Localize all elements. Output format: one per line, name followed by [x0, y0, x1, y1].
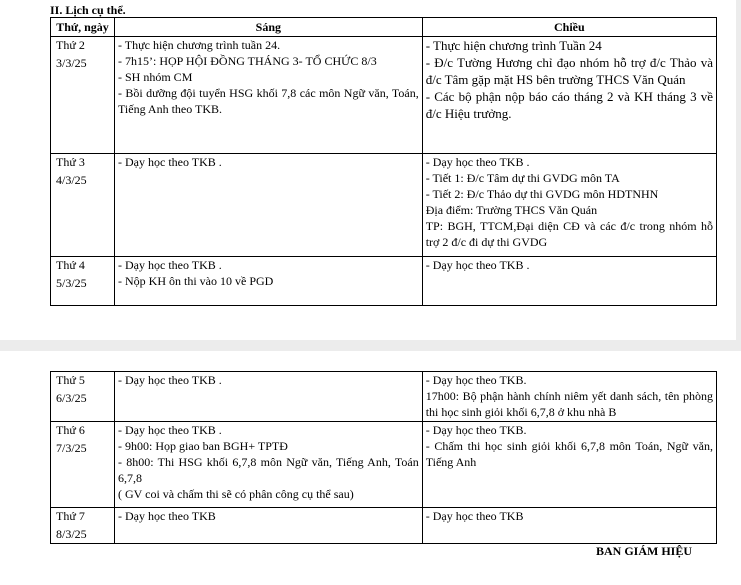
afternoon-item: TP: BGH, TTCM,Đại diện CĐ và các đ/c trong nhóm hỗ trợ 2 đ/c đi dự thi GVDG	[425, 219, 713, 249]
afternoon-cell	[422, 422, 716, 508]
header-afternoon: Chiều	[422, 18, 716, 37]
morning-item: - Nộp KH ôn thi vào 10 về PGD	[118, 274, 274, 288]
day-cell	[51, 508, 115, 544]
day-label: Thứ 3	[56, 155, 85, 169]
afternoon-cell	[422, 37, 716, 154]
day-cell	[51, 257, 115, 306]
page-break	[0, 340, 741, 351]
date-label: 3/3/25	[56, 56, 87, 70]
header-day: Thứ, ngày	[51, 18, 115, 37]
day-cell	[51, 154, 115, 257]
day-label: Thứ 6	[56, 423, 85, 437]
morning-cell	[115, 372, 423, 422]
table-row	[51, 37, 717, 154]
morning-item: ( GV coi và chấm thi sẽ có phân công cụ thể sau)	[118, 487, 354, 501]
schedule-table-part-1	[50, 17, 717, 306]
day-label: Thứ 7	[56, 509, 85, 523]
morning-item: - Thực hiện chương trình tuần 24.	[118, 38, 281, 52]
date-label: 8/3/25	[56, 527, 87, 541]
morning-item: - Dạy học theo TKB	[118, 509, 216, 523]
afternoon-item: 17h00: Bộ phận hành chính niêm yết danh sách, tên phòng thi học sinh giỏi khối 6,7,8 ở khu nhà B	[425, 389, 713, 419]
morning-item: - Dạy học theo TKB .	[118, 423, 222, 437]
table-row	[51, 508, 717, 544]
afternoon-cell	[422, 257, 716, 306]
morning-item: - Dạy học theo TKB .	[118, 373, 222, 387]
table-row	[51, 257, 717, 306]
schedule-table-part-2	[50, 371, 717, 544]
morning-cell	[115, 37, 423, 154]
afternoon-item: - Dạy học theo TKB .	[425, 155, 530, 169]
morning-cell	[115, 154, 423, 257]
afternoon-item: - Dạy học theo TKB.	[425, 373, 527, 387]
afternoon-item: Địa điểm: Trường THCS Văn Quán	[425, 203, 598, 217]
morning-item: - 7h15’: HỌP HỘI ĐỒNG THÁNG 3- TỔ CHỨC 8/3	[118, 54, 377, 68]
morning-item: - SH nhóm CM	[118, 70, 193, 84]
afternoon-cell	[422, 372, 716, 422]
table-row	[51, 154, 717, 257]
day-cell	[51, 422, 115, 508]
morning-item: - 8h00: Thi HSG khối 6,7,8 môn Ngữ văn, Tiếng Anh, Toán 6,7,8	[118, 455, 419, 485]
page-margin	[736, 0, 741, 340]
morning-item: - Bồi dưỡng đội tuyển HSG khối 7,8 các môn Ngữ văn, Toán, Tiếng Anh theo TKB.	[118, 86, 419, 116]
table-row	[51, 372, 717, 422]
morning-item: - 9h00: Họp giao ban BGH+ TPTĐ	[118, 439, 288, 453]
morning-cell	[115, 257, 423, 306]
morning-cell	[115, 508, 423, 544]
section-title: II. Lịch cụ thể.	[50, 3, 126, 17]
date-label: 5/3/25	[56, 276, 87, 290]
table-row	[51, 422, 717, 508]
day-cell	[51, 372, 115, 422]
afternoon-item: - Tiết 2: Đ/c Thảo dự thi GVDG môn HDTNHN	[425, 187, 659, 201]
day-label: Thứ 5	[56, 373, 85, 387]
afternoon-item: - Dạy học theo TKB .	[425, 258, 530, 272]
afternoon-cell	[422, 508, 716, 544]
morning-item: - Dạy học theo TKB .	[118, 155, 222, 169]
day-label: Thứ 2	[56, 38, 85, 52]
date-label: 4/3/25	[56, 173, 87, 187]
afternoon-item: - Đ/c Tường Hương chỉ đạo nhóm hỗ trợ đ/c Thảo và đ/c Tâm gặp mặt HS bên trường THCS Văn Quán	[425, 55, 713, 87]
morning-cell	[115, 422, 423, 508]
day-cell	[51, 37, 115, 154]
signature-label: BAN GIÁM HIỆU	[596, 544, 693, 558]
header-morning: Sáng	[115, 18, 423, 37]
afternoon-item: - Chấm thi học sinh giỏi khối 6,7,8 môn Toán, Ngữ văn, Tiếng Anh	[425, 439, 713, 469]
afternoon-cell	[422, 154, 716, 257]
morning-item: - Dạy học theo TKB .	[118, 258, 222, 272]
date-label: 6/3/25	[56, 391, 87, 405]
afternoon-item: - Dạy học theo TKB	[425, 509, 524, 523]
date-label: 7/3/25	[56, 441, 87, 455]
afternoon-item: - Tiết 1: Đ/c Tâm dự thi GVDG môn TA	[425, 171, 620, 185]
afternoon-item: - Thực hiện chương trình Tuần 24	[425, 38, 602, 53]
afternoon-item: - Dạy học theo TKB.	[425, 423, 527, 437]
table-header-row	[51, 18, 717, 37]
day-label: Thứ 4	[56, 258, 85, 272]
afternoon-item: - Các bộ phận nộp báo cáo tháng 2 và KH tháng 3 về đ/c Hiệu trưởng.	[425, 89, 713, 121]
